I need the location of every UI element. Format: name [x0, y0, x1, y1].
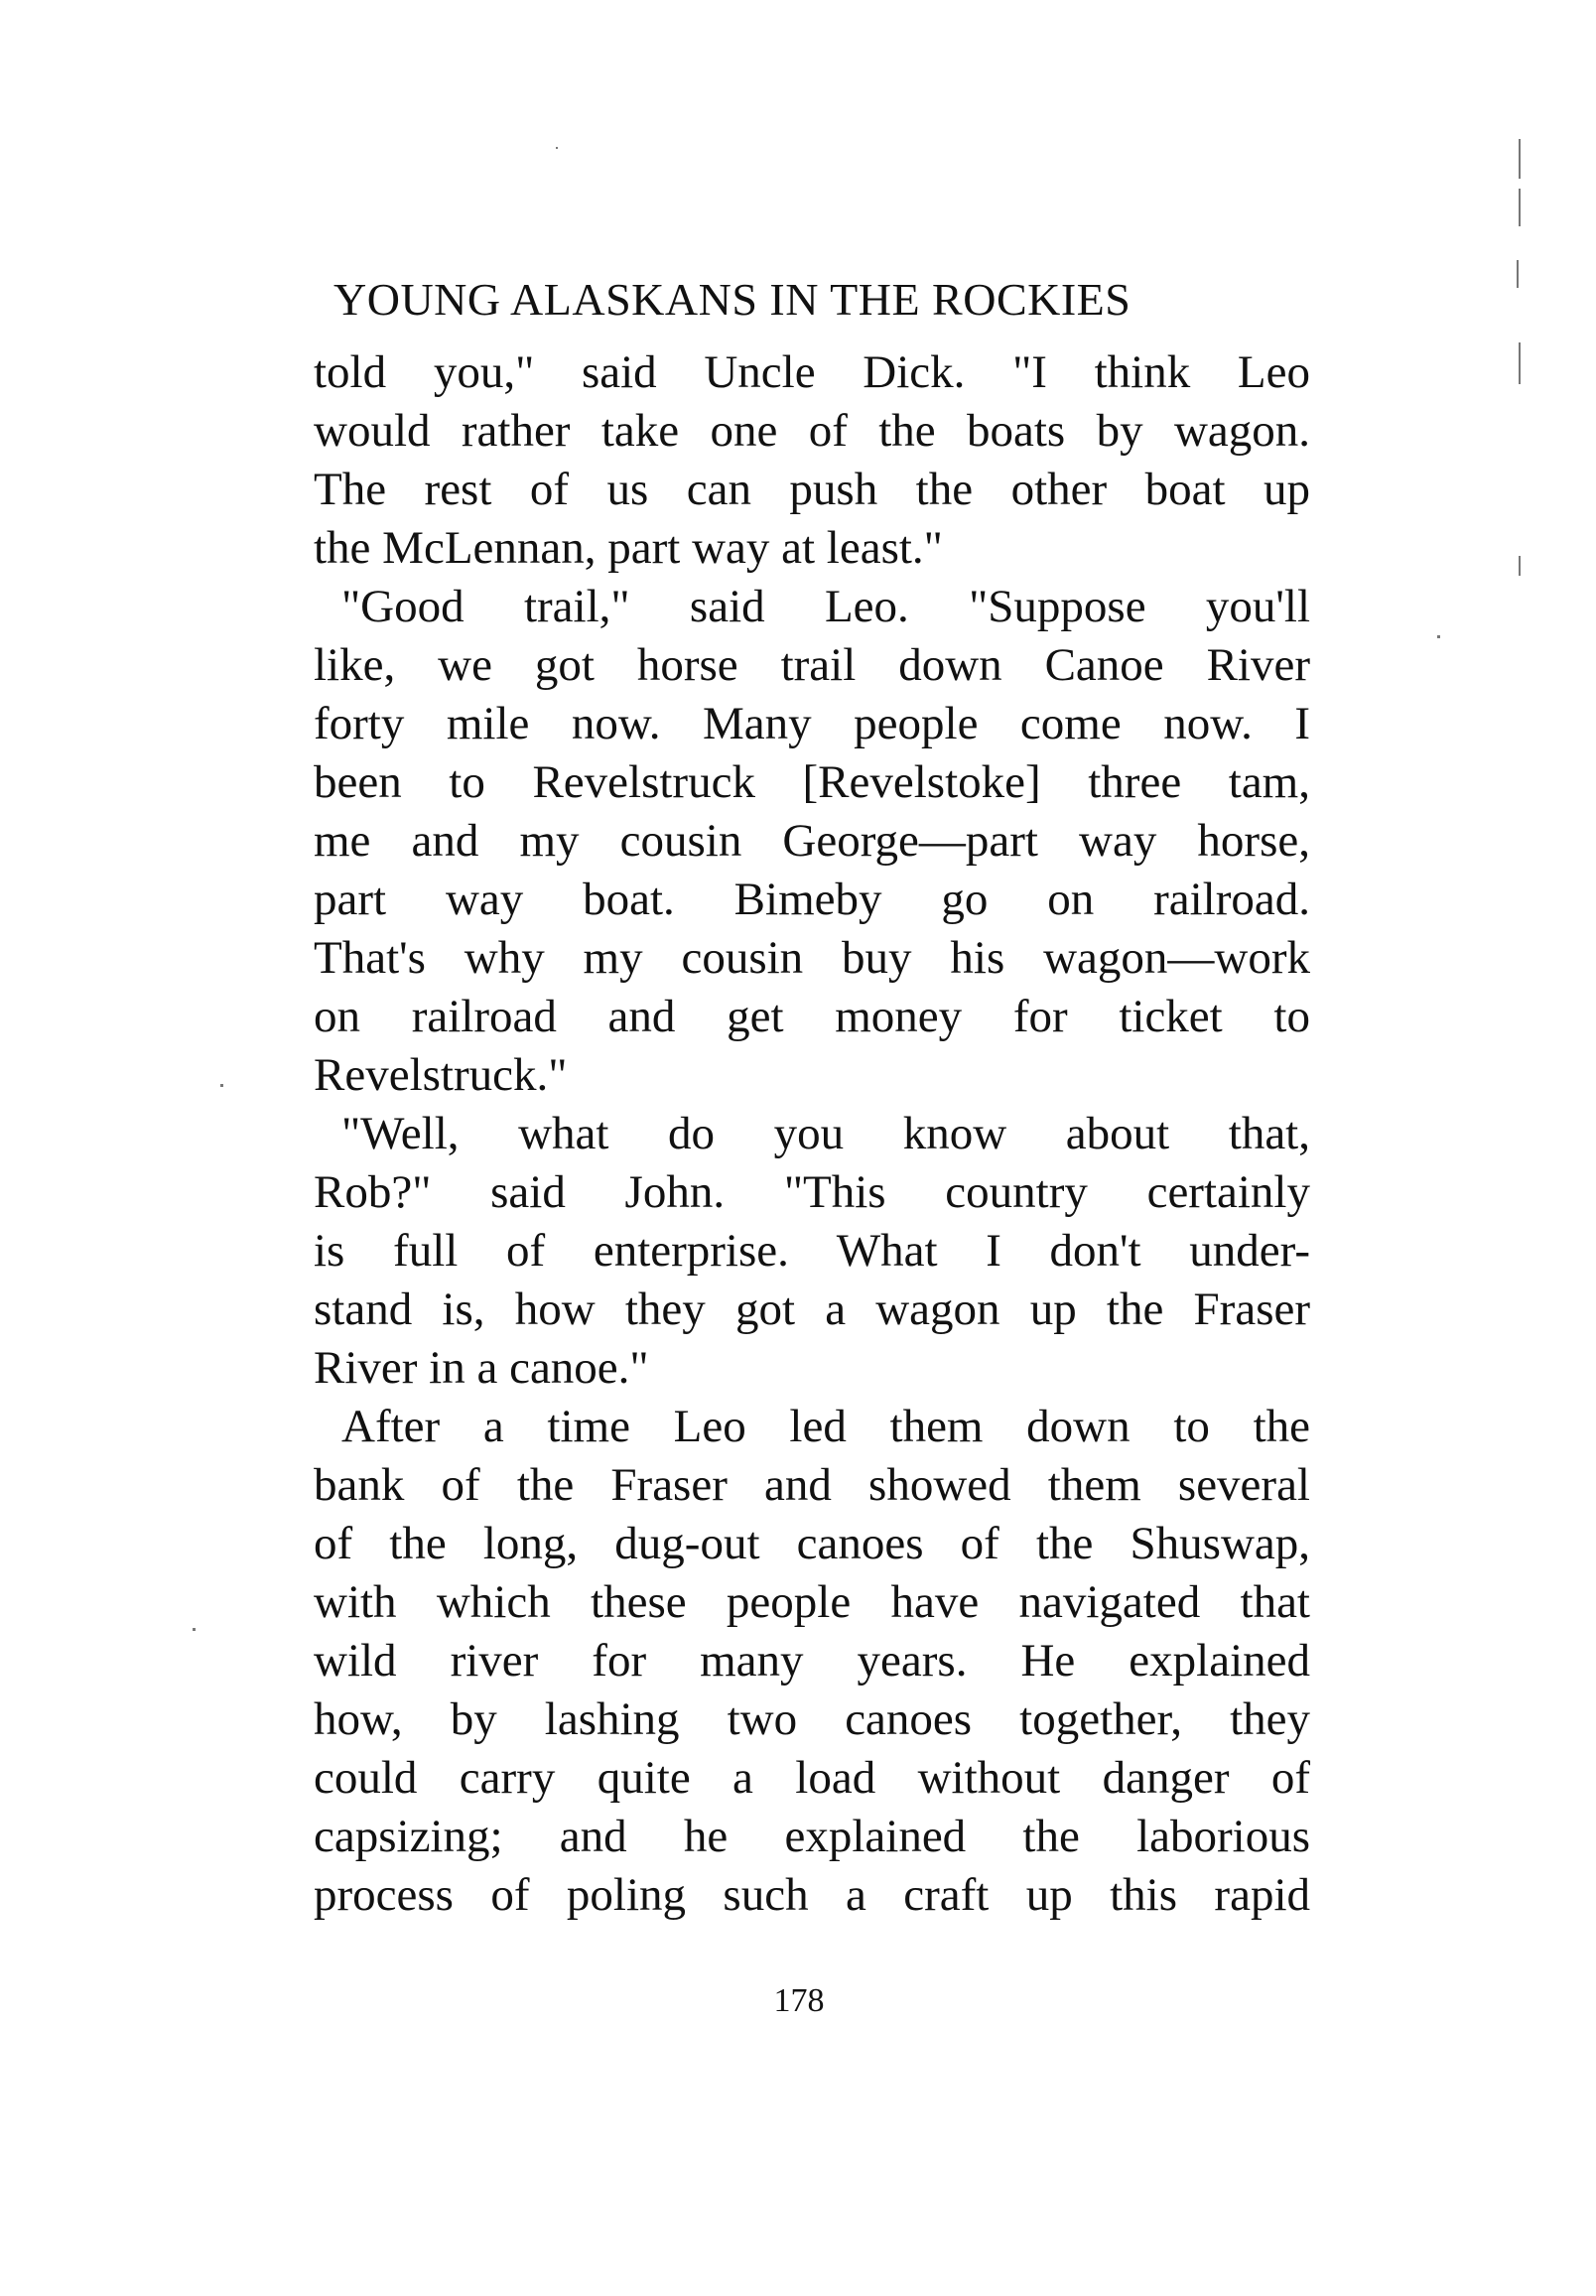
- text-line: of the long, dug-out canoes of the Shuswap,: [314, 1518, 1310, 1569]
- text-line: bank of the Fraser and showed them several: [314, 1459, 1310, 1511]
- text-line: is full of enterprise. What I don't under-: [314, 1225, 1310, 1277]
- scan-speck: [193, 1628, 196, 1631]
- text-line: told you," said Uncle Dick. "I think Leo: [314, 346, 1310, 398]
- text-line: "Well, what do you know about that,: [341, 1108, 1310, 1159]
- text-line: part way boat. Bimeby go on railroad.: [314, 874, 1310, 925]
- body-text: [314, 343, 1310, 1925]
- scan-speck: [1519, 342, 1521, 384]
- text-line: with which these people have navigated that: [314, 1576, 1310, 1628]
- text-line: the McLennan, part way at least.": [314, 522, 943, 574]
- text-line: capsizing; and he explained the laborious: [314, 1811, 1310, 1862]
- text-line: how, by lashing two canoes together, they: [314, 1693, 1310, 1745]
- scan-speck: [1519, 139, 1521, 179]
- text-line: been to Revelstruck [Revelstoke] three tam,: [314, 756, 1310, 808]
- text-line: The rest of us can push the other boat up: [314, 464, 1310, 515]
- text-line: would rather take one of the boats by wagon.: [314, 405, 1310, 457]
- text-line: Revelstruck.": [314, 1049, 568, 1101]
- scan-speck: [1437, 635, 1440, 638]
- text-line: That's why my cousin buy his wagon—work: [314, 932, 1310, 984]
- scan-speck: [220, 1084, 223, 1087]
- text-line: Rob?" said John. "This country certainly: [314, 1166, 1310, 1218]
- page-number: 178: [773, 1982, 825, 2019]
- text-line: me and my cousin George—part way horse,: [314, 815, 1310, 867]
- text-line: on railroad and get money for ticket to: [314, 991, 1310, 1042]
- text-line: could carry quite a load without danger of: [314, 1752, 1310, 1804]
- text-line: River in a canoe.": [314, 1342, 649, 1394]
- text-line: like, we got horse trail down Canoe River: [314, 639, 1310, 691]
- running-head: YOUNG ALASKANS IN THE ROCKIES: [333, 274, 1131, 325]
- text-line: process of poling such a craft up this rapid: [314, 1869, 1310, 1921]
- text-line: wild river for many years. He explained: [314, 1635, 1310, 1687]
- text-line: stand is, how they got a wagon up the Fraser: [314, 1283, 1310, 1335]
- text-line: After a time Leo led them down to the: [341, 1401, 1310, 1452]
- scan-speck: [1519, 189, 1521, 226]
- scan-speck: [1517, 260, 1519, 288]
- scan-speck: [556, 147, 558, 149]
- text-line: "Good trail," said Leo. "Suppose you'll: [341, 581, 1310, 632]
- scan-speck: [1519, 556, 1521, 576]
- text-line: forty mile now. Many people come now. I: [314, 698, 1310, 749]
